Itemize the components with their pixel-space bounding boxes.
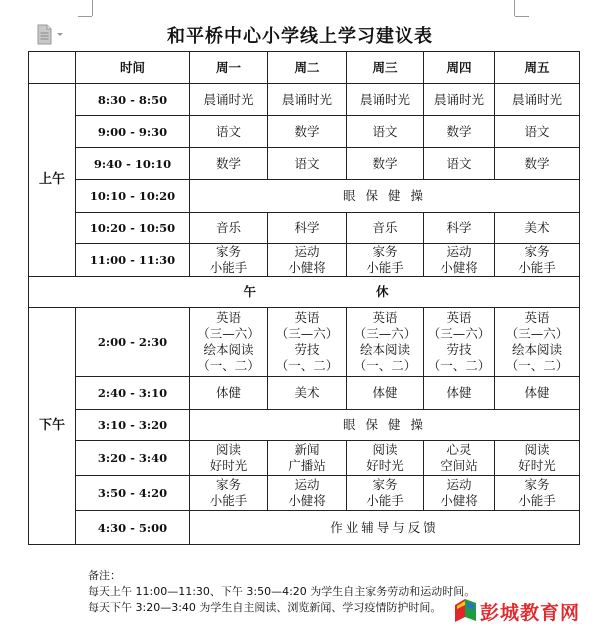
activity-cell: [424, 244, 495, 277]
activity-cell: 美术: [495, 213, 580, 244]
crop-mark: [78, 16, 92, 17]
time-cell: 2:00 - 2:30: [76, 308, 190, 377]
activity-cell: [268, 441, 347, 476]
time-cell: 8:30 - 8:50: [76, 84, 190, 116]
cell-line: 绘本阅读: [511, 342, 562, 357]
cell-line: （三—六）: [505, 326, 569, 341]
table-row: [29, 308, 580, 377]
notes: [88, 568, 475, 616]
merged-activity-cell: 眼 保 健 操: [190, 180, 580, 213]
lunch-row: [29, 277, 580, 308]
activity-cell: [190, 308, 268, 377]
lunch-left: 午: [243, 284, 258, 299]
activity-cell: 体健: [347, 377, 424, 410]
crop-mark: [92, 0, 93, 16]
time-cell: 3:20 - 3:40: [76, 441, 190, 476]
activity-cell: 体健: [424, 377, 495, 410]
lunch-right: 休: [376, 284, 391, 299]
activity-cell: 语文: [495, 116, 580, 148]
schedule-table: [28, 51, 580, 545]
merged-activity-cell: 眼 保 健 操: [190, 410, 580, 441]
cell-line: 英语: [446, 310, 472, 325]
activity-cell: 晨诵时光: [268, 84, 347, 116]
activity-cell: [268, 308, 347, 377]
activity-cell: [495, 441, 580, 476]
activity-cell: 语文: [190, 116, 268, 148]
period-label: 上午: [29, 84, 76, 277]
activity-cell: [268, 244, 347, 277]
crop-mark: [515, 16, 529, 17]
activity-cell: [268, 476, 347, 511]
activity-cell: 晨诵时光: [347, 84, 424, 116]
cell-line: 阅读: [215, 442, 241, 457]
activity-cell: 语文: [268, 148, 347, 180]
cell-line: （一、二）: [505, 358, 569, 373]
activity-cell: 数学: [495, 148, 580, 180]
cell-line: 新闻: [294, 442, 320, 457]
cell-line: 小能手: [209, 260, 248, 275]
table-row: [29, 377, 580, 410]
cell-line: 家务: [524, 244, 550, 259]
cell-line: 家务: [215, 477, 241, 492]
activity-cell: [347, 476, 424, 511]
cell-line: 劳技: [294, 342, 320, 357]
activity-cell: 音乐: [190, 213, 268, 244]
notes-heading: 备注：: [88, 569, 121, 582]
activity-cell: 科学: [268, 213, 347, 244]
activity-cell: 数学: [268, 116, 347, 148]
cell-line: 小健将: [288, 260, 326, 275]
cell-line: （一、二）: [353, 358, 417, 373]
watermark-logo: [452, 596, 592, 626]
header-day: 周五: [495, 52, 580, 84]
cell-line: 运动: [294, 477, 320, 492]
cell-line: （一、二）: [197, 358, 260, 373]
header-day: 周三: [347, 52, 424, 84]
cell-line: 家务: [372, 244, 398, 259]
cell-line: 英语: [215, 310, 241, 325]
header-day: 周四: [424, 52, 495, 84]
notes-line-2: 每天下午 3:20—3:40 为学生自主阅读、浏览新闻、学习疫情防护时间。: [88, 601, 442, 614]
cell-line: （一、二）: [275, 358, 339, 373]
table-row: [29, 410, 580, 441]
activity-cell: [190, 244, 268, 277]
activity-cell: 体健: [190, 377, 268, 410]
corner-cell: [29, 52, 76, 84]
cell-line: 好时光: [209, 458, 248, 473]
activity-cell: [190, 476, 268, 511]
activity-cell: 音乐: [347, 213, 424, 244]
table-row: [29, 84, 580, 116]
time-cell: 4:30 - 5:00: [76, 511, 190, 545]
cell-line: 小能手: [209, 493, 248, 508]
cell-line: 空间站: [440, 458, 478, 473]
cell-line: 阅读: [524, 442, 550, 457]
cell-line: 绘本阅读: [359, 342, 410, 357]
cell-line: （三—六）: [427, 326, 491, 341]
cell-line: （一、二）: [427, 358, 491, 373]
activity-cell: 语文: [424, 148, 495, 180]
cell-line: 劳技: [446, 342, 472, 357]
cell-line: 家务: [372, 477, 398, 492]
cell-line: 运动: [446, 244, 472, 259]
time-cell: 9:00 - 9:30: [76, 116, 190, 148]
cell-line: 英语: [294, 310, 320, 325]
header-row: [29, 52, 580, 84]
cell-line: 好时光: [366, 458, 404, 473]
activity-cell: [424, 441, 495, 476]
notes-line-1: 每天上午 11:00—11:30、下午 3:50—4:20 为学生自主家务劳动和运动时间。: [88, 585, 476, 598]
cell-line: 家务: [215, 244, 241, 259]
cell-line: 小健将: [440, 493, 478, 508]
activity-cell: [347, 244, 424, 277]
cell-line: 阅读: [372, 442, 398, 457]
time-cell: 11:00 - 11:30: [76, 244, 190, 277]
cell-line: 小健将: [288, 493, 326, 508]
time-cell: 2:40 - 3:10: [76, 377, 190, 410]
activity-cell: [424, 476, 495, 511]
activity-cell: 数学: [424, 116, 495, 148]
cell-line: 心灵: [446, 442, 472, 457]
time-cell: 10:20 - 10:50: [76, 213, 190, 244]
activity-cell: [495, 476, 580, 511]
table-row: [29, 116, 580, 148]
table-row: [29, 244, 580, 277]
time-cell: 3:10 - 3:20: [76, 410, 190, 441]
cell-line: 好时光: [518, 458, 556, 473]
table-row: [29, 441, 580, 476]
activity-cell: 晨诵时光: [190, 84, 268, 116]
cell-line: 英语: [372, 310, 398, 325]
page-title: 和平桥中心小学线上学习建议表: [167, 26, 433, 47]
book-logo-icon: [452, 596, 480, 624]
cell-line: 小能手: [366, 260, 404, 275]
period-label: 下午: [29, 308, 76, 545]
activity-cell: 晨诵时光: [495, 84, 580, 116]
cell-line: 小能手: [518, 260, 556, 275]
activity-cell: 数学: [347, 148, 424, 180]
merged-activity-cell: 作业辅导与反馈: [190, 511, 580, 545]
cell-line: 小能手: [366, 493, 404, 508]
cell-line: 小健将: [440, 260, 478, 275]
watermark-text: 彭城教育网: [480, 602, 581, 624]
activity-cell: [495, 244, 580, 277]
lunch-cell: [29, 277, 580, 308]
header-day: 周一: [190, 52, 268, 84]
cell-line: （三—六）: [353, 326, 417, 341]
cell-line: （三—六）: [275, 326, 339, 341]
activity-cell: [424, 308, 495, 377]
activity-cell: 体健: [495, 377, 580, 410]
time-cell: 3:50 - 4:20: [76, 476, 190, 511]
activity-cell: 数学: [190, 148, 268, 180]
table-row: [29, 213, 580, 244]
activity-cell: 美术: [268, 377, 347, 410]
activity-cell: [495, 308, 580, 377]
header-day: 周二: [268, 52, 347, 84]
cell-line: 绘本阅读: [203, 342, 254, 357]
table-row: [29, 180, 580, 213]
crop-mark: [514, 0, 515, 16]
time-cell: 10:10 - 10:20: [76, 180, 190, 213]
activity-cell: 科学: [424, 213, 495, 244]
cell-line: 运动: [294, 244, 320, 259]
table-row: [29, 511, 580, 545]
time-cell: 9:40 - 10:10: [76, 148, 190, 180]
cell-line: 英语: [524, 310, 550, 325]
header-time: 时间: [76, 52, 190, 84]
table-row: [29, 148, 580, 180]
activity-cell: 晨诵时光: [424, 84, 495, 116]
activity-cell: [190, 441, 268, 476]
cell-line: 小能手: [518, 493, 556, 508]
table-row: [29, 476, 580, 511]
cell-line: （三—六）: [197, 326, 260, 341]
cell-line: 运动: [446, 477, 472, 492]
cell-line: 广播站: [288, 458, 326, 473]
activity-cell: [347, 308, 424, 377]
activity-cell: 语文: [347, 116, 424, 148]
cell-line: 家务: [524, 477, 550, 492]
activity-cell: [347, 441, 424, 476]
